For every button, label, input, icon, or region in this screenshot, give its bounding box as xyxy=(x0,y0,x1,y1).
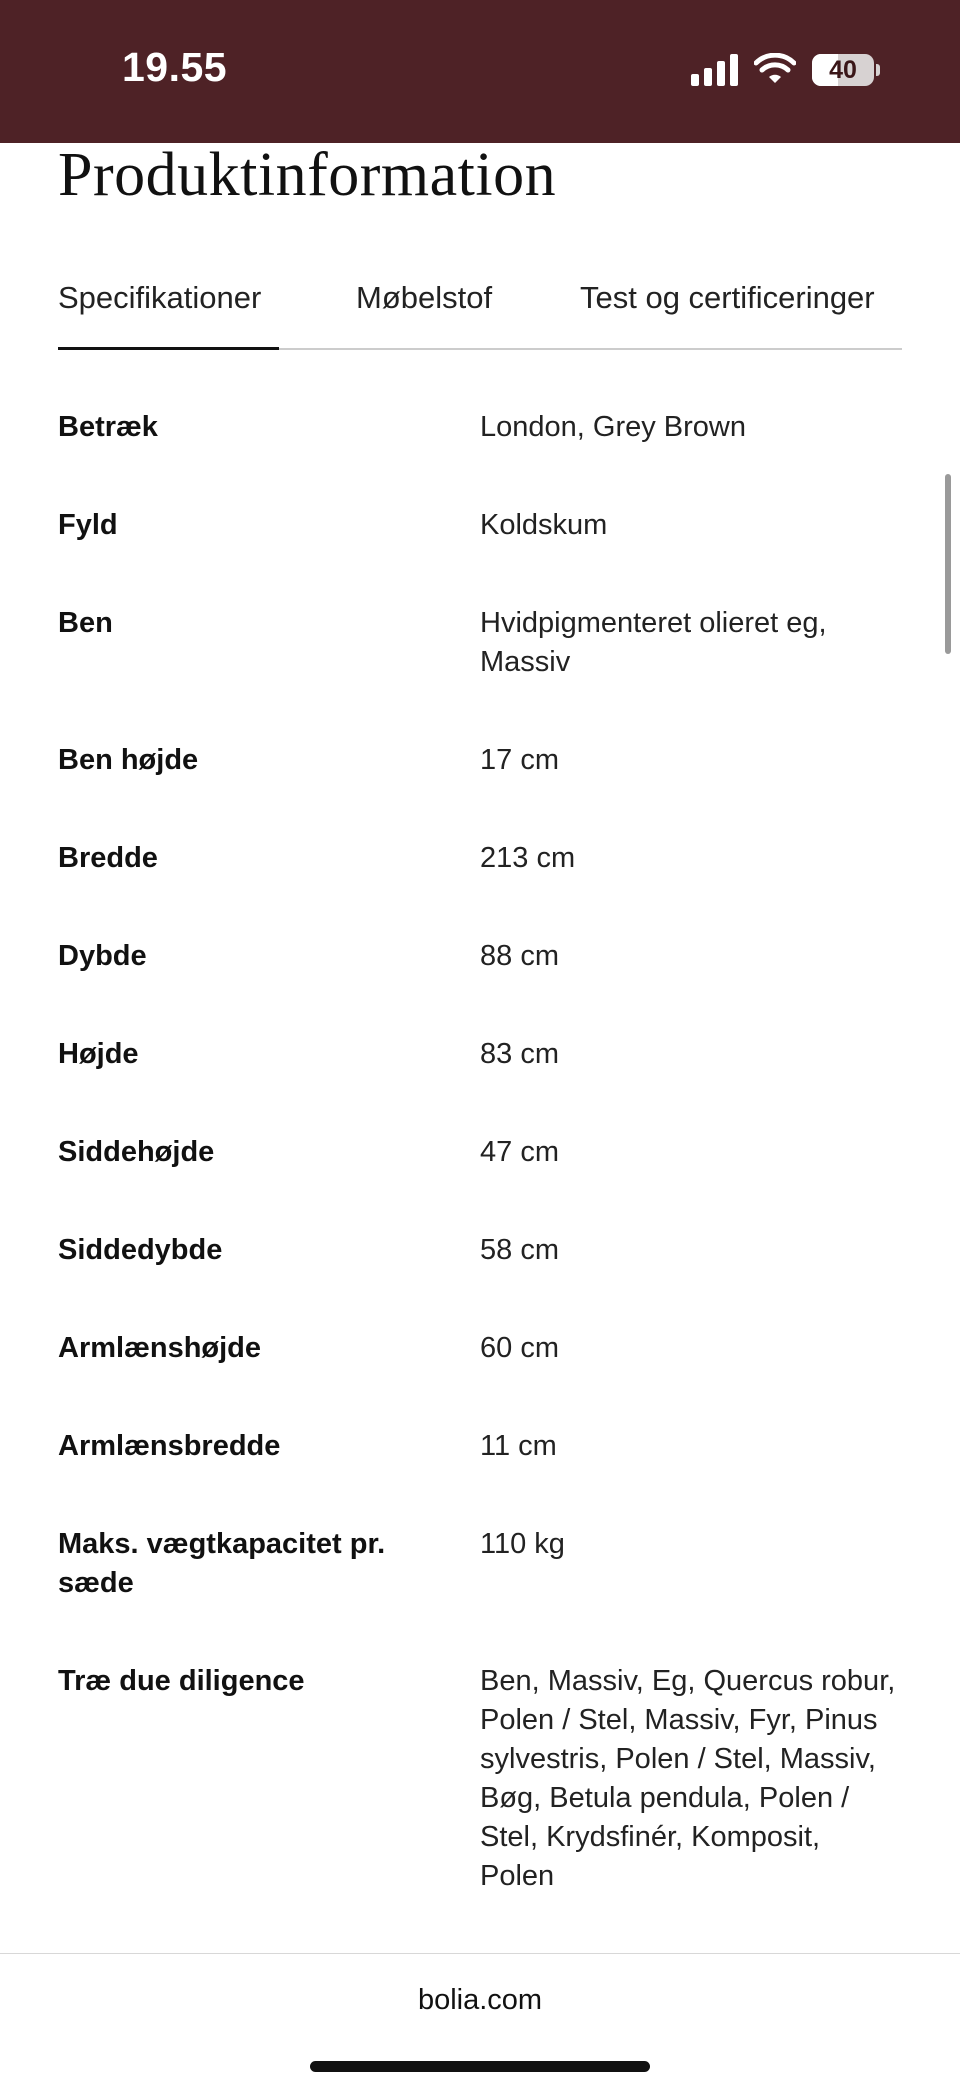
spec-value: 110 kg xyxy=(480,1528,565,1560)
spec-value: 58 cm xyxy=(480,1234,559,1266)
spec-value: 60 cm xyxy=(480,1332,559,1364)
spec-label: Siddedybde xyxy=(58,1234,223,1266)
spec-value: 47 cm xyxy=(480,1136,559,1168)
spec-row-armlaensbredde xyxy=(58,1427,908,1466)
spec-row-bredde xyxy=(58,839,908,878)
status-time: 19.55 xyxy=(122,44,228,90)
spec-label: Armlænsbredde xyxy=(58,1430,281,1462)
battery-level: 40 xyxy=(829,55,857,84)
spec-row-dybde xyxy=(58,937,908,976)
spec-row-maks-vaegtkapacitet xyxy=(58,1525,908,1603)
spec-label: Ben xyxy=(58,607,113,639)
spec-label: Siddehøjde xyxy=(58,1136,215,1168)
spec-value: 17 cm xyxy=(480,744,559,776)
spec-row-betraek xyxy=(58,408,908,447)
spec-value: 213 cm xyxy=(480,842,576,874)
spec-row-trae-due-diligence xyxy=(58,1662,908,1896)
signal-icon xyxy=(691,54,738,86)
product-info-tabs xyxy=(58,272,902,350)
spec-value: Koldskum xyxy=(480,509,608,541)
spec-row-hojde xyxy=(58,1035,908,1074)
status-icons xyxy=(691,50,880,90)
browser-url-bar[interactable] xyxy=(0,1953,960,2081)
spec-table xyxy=(58,408,908,2053)
battery-icon xyxy=(812,54,880,86)
spec-value: 88 cm xyxy=(480,940,559,972)
tab-specifikationer[interactable]: Specifikationer xyxy=(58,280,262,315)
tab-test-og-certificeringer[interactable]: Test og certificeringer xyxy=(580,280,875,315)
spec-value: Hvidpigmenteret olieret eg, Massiv xyxy=(480,607,827,678)
active-tab-indicator xyxy=(58,347,279,350)
spec-label: Betræk xyxy=(58,411,158,443)
spec-label: Træ due diligence xyxy=(58,1665,305,1697)
spec-label: Dybde xyxy=(58,940,147,972)
spec-row-armlaenshojde xyxy=(58,1329,908,1368)
url-text[interactable]: bolia.com xyxy=(417,1984,543,2016)
spec-label: Højde xyxy=(58,1038,139,1070)
spec-row-siddedybde xyxy=(58,1231,908,1270)
tab-mobelstof[interactable]: Møbelstof xyxy=(356,280,493,315)
spec-label: Fyld xyxy=(58,509,118,541)
scrollbar[interactable] xyxy=(945,474,951,654)
spec-label: Ben højde xyxy=(58,744,199,776)
spec-row-ben xyxy=(58,604,908,682)
spec-value: 11 cm xyxy=(480,1430,557,1462)
spec-row-siddehojde xyxy=(58,1133,908,1172)
spec-value: London, Grey Brown xyxy=(480,411,746,443)
spec-value: Ben, Massiv, Eg, Quercus robur, Polen / Stel, Massiv, Fyr, Pinus sylvestris, Polen / Stel, Massiv, Bøg, Betula pendula, Polen / Stel, Krydsfinér, Komposit, Polen xyxy=(480,1665,896,1892)
spec-label: Armlænshøjde xyxy=(58,1332,262,1364)
home-indicator[interactable] xyxy=(310,2061,650,2072)
spec-value: 83 cm xyxy=(480,1038,559,1070)
page-title: Produktinformation xyxy=(58,141,557,209)
spec-label: Maks. vægtkapacitet pr. sæde xyxy=(58,1528,386,1599)
spec-label: Bredde xyxy=(58,842,158,874)
wifi-icon xyxy=(754,53,796,87)
status-bar xyxy=(0,0,960,143)
spec-row-ben-hojde xyxy=(58,741,908,780)
spec-row-fyld xyxy=(58,506,908,545)
